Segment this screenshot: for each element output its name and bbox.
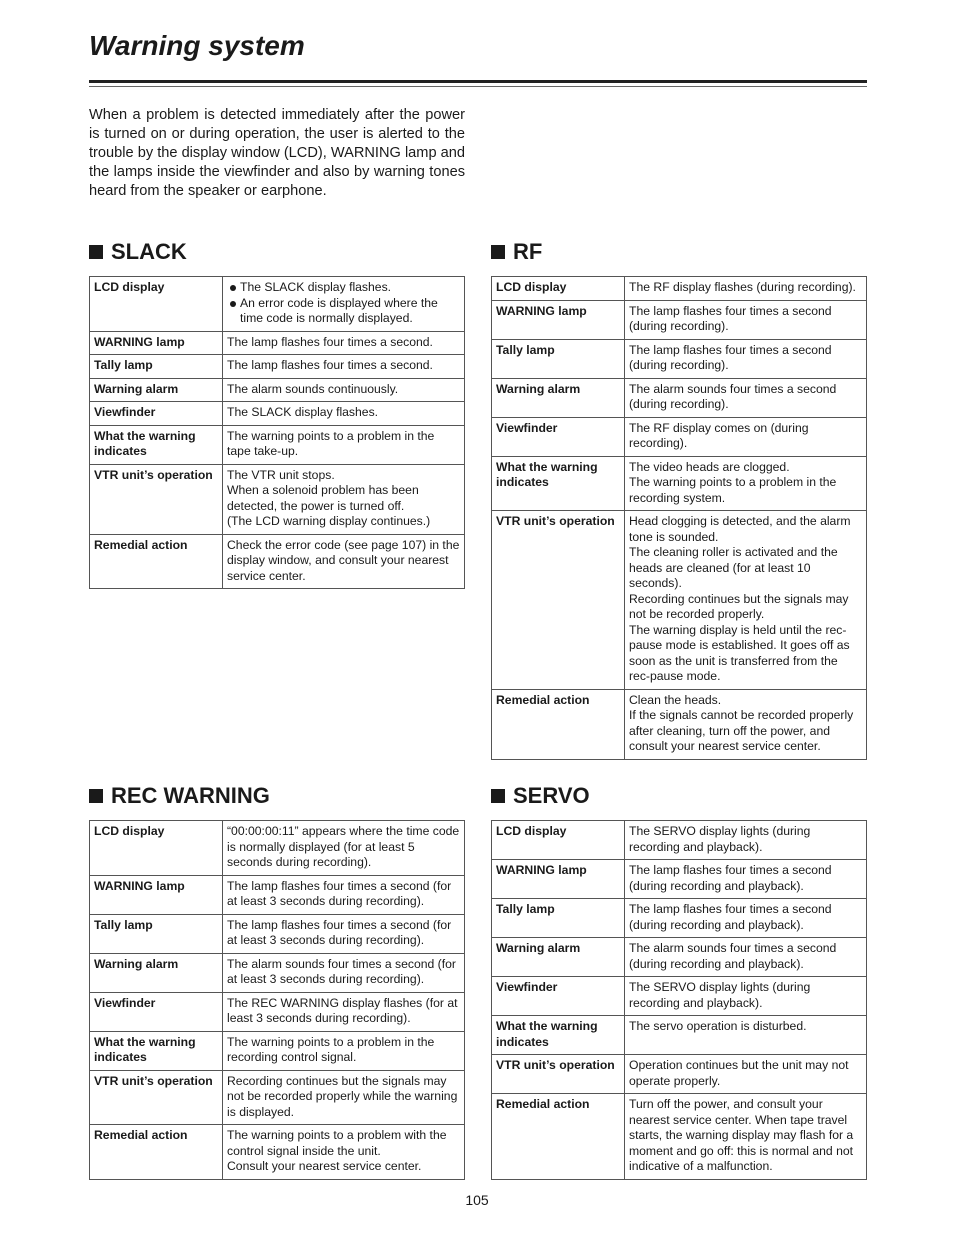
- row-value: [625, 821, 867, 860]
- table-row: [90, 378, 465, 402]
- table-row: [492, 1094, 867, 1180]
- row-value: [223, 378, 465, 402]
- row-value: [625, 456, 867, 511]
- table-row: [90, 425, 465, 464]
- row-value: [223, 331, 465, 355]
- table-row: [492, 860, 867, 899]
- warning-table: [491, 820, 867, 1180]
- table-row: [492, 417, 867, 456]
- section-heading: [491, 238, 867, 266]
- row-label: Remedial action: [492, 1094, 625, 1180]
- value-line: Turn off the power, and consult your nearest service center. When tape travel starts, the warning display may flash for a moment and go off: this is normal and not indicative of a malfunction.: [629, 1097, 854, 1173]
- value-line: The REC WARNING display flashes (for at least 3 seconds during recording).: [227, 995, 458, 1025]
- row-value: [223, 1070, 465, 1125]
- table-row: [492, 977, 867, 1016]
- page-title: Warning system: [89, 30, 305, 61]
- value-line: The lamp flashes four times a second (for at least 3 seconds during recording).: [227, 878, 452, 908]
- value-line: Head clogging is detected, and the alarm tone is sounded.: [629, 514, 851, 544]
- row-label: WARNING lamp: [90, 875, 223, 914]
- row-label: Viewfinder: [90, 992, 223, 1031]
- row-value: [625, 1016, 867, 1055]
- section-heading: [89, 238, 465, 266]
- section-rf: [491, 238, 867, 760]
- row-value: [223, 534, 465, 589]
- value-line: The warning points to a problem in the tape take-up.: [227, 428, 435, 458]
- row-label: LCD display: [492, 277, 625, 301]
- row-value: [223, 464, 465, 534]
- row-value: [223, 992, 465, 1031]
- table-row: [492, 899, 867, 938]
- table-row: [90, 277, 465, 332]
- section-heading: [89, 782, 465, 810]
- value-line: (The LCD warning display continues.): [227, 514, 431, 528]
- row-label: VTR unit’s operation: [492, 1055, 625, 1094]
- value-line: The warning display is held until the rec-pause mode is established. It goes off as soon as the unit is transferred from the rec-pause mode.: [629, 622, 850, 683]
- row-value: [223, 355, 465, 379]
- row-label: WARNING lamp: [492, 860, 625, 899]
- table-row: [492, 1016, 867, 1055]
- value-line: The alarm sounds four times a second (during recording and playback).: [629, 941, 837, 971]
- table-row: [492, 277, 867, 301]
- bullet-item: The SLACK display flashes.: [227, 280, 460, 296]
- warning-table: [89, 276, 465, 589]
- table-row: [90, 331, 465, 355]
- section-heading-text: SLACK: [111, 239, 187, 264]
- row-label: VTR unit’s operation: [90, 1070, 223, 1125]
- value-line: The video heads are clogged.: [629, 459, 790, 474]
- row-label: What the warning indicates: [90, 425, 223, 464]
- value-line: The cleaning roller is activated and the heads are cleaned (for at least 10 seconds).: [629, 545, 838, 590]
- value-line: “00:00:00:11” appears where the time code is normally displayed (for at least 5 seconds during recording).: [227, 824, 460, 869]
- row-label: Viewfinder: [492, 417, 625, 456]
- row-value: [625, 277, 867, 301]
- square-bullet-icon: [89, 789, 103, 803]
- row-label: LCD display: [492, 821, 625, 860]
- row-label: Viewfinder: [492, 977, 625, 1016]
- value-line: Recording continues but the signals may not be recorded properly.: [629, 591, 849, 621]
- row-value: [223, 425, 465, 464]
- section-servo: [491, 782, 867, 1180]
- value-line: The lamp flashes four times a second (during recording).: [629, 342, 832, 372]
- value-line: Clean the heads.: [629, 692, 722, 707]
- value-line: The lamp flashes four times a second.: [227, 334, 433, 349]
- value-line: Check the error code (see page 107) in the display window, and consult your nearest service center.: [227, 537, 460, 583]
- value-line: Consult your nearest service center.: [227, 1159, 422, 1173]
- table-row: [90, 402, 465, 426]
- table-row: [492, 378, 867, 417]
- section-heading-text: RF: [513, 239, 543, 264]
- row-value: [625, 1094, 867, 1180]
- table-row: [492, 511, 867, 690]
- row-label: Tally lamp: [492, 899, 625, 938]
- value-line: The VTR unit stops.: [227, 467, 335, 482]
- row-value: [223, 1031, 465, 1070]
- value-line: Operation continues but the unit may not operate properly.: [629, 1058, 849, 1088]
- table-row: [90, 821, 465, 876]
- value-line: The SERVO display lights (during recording and playback).: [629, 824, 811, 854]
- value-line: The alarm sounds continuously.: [227, 381, 399, 396]
- row-label: What the warning indicates: [492, 1016, 625, 1055]
- row-label: What the warning indicates: [90, 1031, 223, 1070]
- section-heading-text: SERVO: [513, 783, 590, 808]
- row-label: VTR unit’s operation: [492, 511, 625, 690]
- row-label: Tally lamp: [492, 339, 625, 378]
- value-line: The lamp flashes four times a second (during recording and playback).: [629, 863, 832, 893]
- square-bullet-icon: [491, 245, 505, 259]
- row-label: VTR unit’s operation: [90, 464, 223, 534]
- table-row: [492, 821, 867, 860]
- table-row: [90, 914, 465, 953]
- value-line: Recording continues but the signals may not be recorded properly while the warning is displayed.: [227, 1073, 458, 1119]
- row-label: What the warning indicates: [492, 456, 625, 511]
- square-bullet-icon: [491, 789, 505, 803]
- value-line: The SERVO display lights (during recording and playback).: [629, 980, 811, 1010]
- row-value: [625, 417, 867, 456]
- row-label: Warning alarm: [90, 953, 223, 992]
- row-label: Tally lamp: [90, 914, 223, 953]
- value-line: The alarm sounds four times a second (for at least 3 seconds during recording).: [227, 956, 456, 986]
- row-label: Tally lamp: [90, 355, 223, 379]
- warning-table: [89, 820, 465, 1180]
- row-label: Warning alarm: [90, 378, 223, 402]
- value-line: The lamp flashes four times a second.: [227, 358, 433, 372]
- value-line: The servo operation is disturbed.: [629, 1019, 807, 1033]
- row-label: Warning alarm: [492, 938, 625, 977]
- row-label: Remedial action: [492, 689, 625, 759]
- table-row: [492, 689, 867, 759]
- row-value: [625, 899, 867, 938]
- row-value: [223, 402, 465, 426]
- table-row: [90, 464, 465, 534]
- page-number: 105: [465, 1192, 489, 1208]
- row-value: [625, 300, 867, 339]
- row-value: [625, 689, 867, 759]
- table-row: [492, 456, 867, 511]
- row-label: Remedial action: [90, 1125, 223, 1180]
- row-value: [223, 1125, 465, 1180]
- table-row: [90, 1125, 465, 1180]
- row-value: [223, 277, 465, 332]
- warning-table: [491, 276, 867, 760]
- bullet-list: [227, 280, 460, 327]
- value-line: The lamp flashes four times a second (for at least 3 seconds during recording).: [227, 917, 452, 947]
- bullet-item: An error code is displayed where the time code is normally displayed.: [227, 296, 460, 327]
- intro-paragraph: When a problem is detected immediately after the power is turned on or during operation, the user is alerted to the trouble by the display window (LCD), WARNING lamp and the lamps inside the viewfinder and also by warning tones heard from the speaker or earphone.: [89, 107, 465, 199]
- row-value: [625, 977, 867, 1016]
- row-value: [223, 953, 465, 992]
- row-label: LCD display: [90, 821, 223, 876]
- table-row: [90, 1031, 465, 1070]
- section-slack: [89, 238, 465, 589]
- table-row: [492, 339, 867, 378]
- row-label: LCD display: [90, 277, 223, 332]
- section-heading: [491, 782, 867, 810]
- table-row: [90, 992, 465, 1031]
- row-value: [223, 821, 465, 876]
- title-rule-thin: [89, 86, 867, 87]
- value-line: The warning points to a problem in the recording system.: [629, 475, 837, 505]
- row-value: [625, 860, 867, 899]
- value-line: The RF display comes on (during recording).: [629, 420, 809, 450]
- value-line: The warning points to a problem in the recording control signal.: [227, 1034, 435, 1064]
- table-row: [90, 953, 465, 992]
- section-rec-warning: [89, 782, 465, 1180]
- table-row: [492, 938, 867, 977]
- row-label: WARNING lamp: [492, 300, 625, 339]
- value-line: The SLACK display flashes.: [227, 405, 379, 419]
- row-value: [625, 378, 867, 417]
- value-line: The warning points to a problem with the control signal inside the unit.: [227, 1128, 447, 1158]
- row-value: [625, 511, 867, 690]
- value-line: The lamp flashes four times a second (during recording).: [629, 303, 832, 333]
- title-rule: [89, 80, 867, 83]
- row-value: [625, 1055, 867, 1094]
- table-row: [90, 1070, 465, 1125]
- value-line: The lamp flashes four times a second (during recording and playback).: [629, 902, 832, 932]
- row-value: [223, 875, 465, 914]
- row-value: [625, 339, 867, 378]
- value-line: When a solenoid problem has been detected, the power is turned off.: [227, 483, 419, 513]
- section-heading-text: REC WARNING: [111, 783, 270, 808]
- table-row: [90, 534, 465, 589]
- table-row: [492, 300, 867, 339]
- row-value: [625, 938, 867, 977]
- square-bullet-icon: [89, 245, 103, 259]
- row-label: Remedial action: [90, 534, 223, 589]
- table-row: [90, 875, 465, 914]
- row-label: WARNING lamp: [90, 331, 223, 355]
- row-label: Warning alarm: [492, 378, 625, 417]
- value-line: The alarm sounds four times a second (during recording).: [629, 381, 837, 411]
- row-value: [223, 914, 465, 953]
- value-line: If the signals cannot be recorded properly after cleaning, turn off the power, and consult your nearest service center.: [629, 708, 854, 753]
- row-label: Viewfinder: [90, 402, 223, 426]
- table-row: [492, 1055, 867, 1094]
- table-row: [90, 355, 465, 379]
- value-line: The RF display flashes (during recording).: [629, 280, 856, 294]
